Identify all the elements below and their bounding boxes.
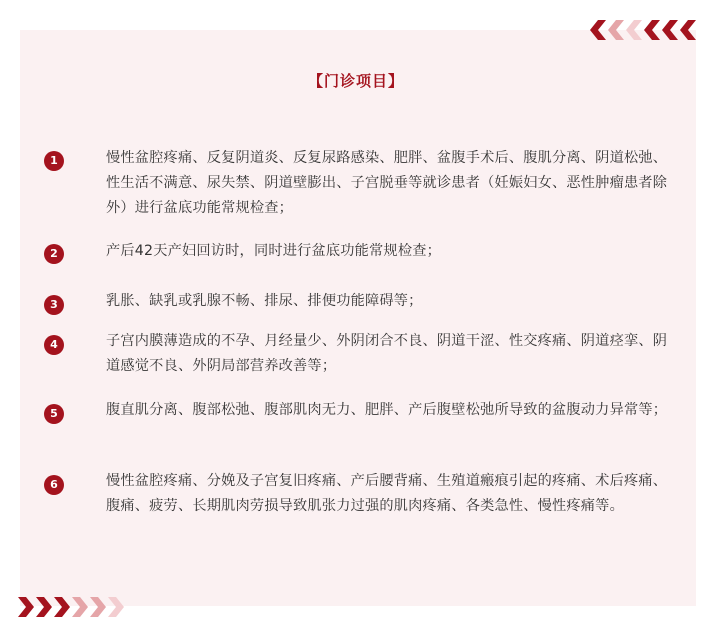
item-text: 子宫内膜薄造成的不孕、月经量少、外阴闭合不良、阴道干涩、性交疼痛、阴道痉挛、阴道感觉不良、外阴局部营养改善等； xyxy=(106,333,668,374)
content-card xyxy=(20,30,696,606)
item-number-badge: 2 xyxy=(44,244,64,264)
chevron-right-icon xyxy=(72,597,90,617)
chevron-right-icon xyxy=(18,597,36,617)
section-header xyxy=(0,70,712,92)
chevron-right-icon xyxy=(90,597,108,617)
item-number-badge: 3 xyxy=(44,295,64,315)
chevron-right-icon xyxy=(54,597,72,617)
chevron-right-icon xyxy=(108,597,126,617)
item-number-badge: 1 xyxy=(44,151,64,171)
item-text: 慢性盆腔疼痛、分娩及子宫复旧疼痛、产后腰背痛、生殖道瘢痕引起的疼痛、术后疼痛、腹痛、疲劳、长期肌肉劳损导致肌张力过强的肌肉疼痛、各类急性、慢性疼痛等。 xyxy=(106,473,668,514)
chevron-left-icon xyxy=(678,20,696,40)
chevron-left-icon xyxy=(642,20,660,40)
item-text: 腹直肌分离、腹部松弛、腹部肌肉无力、肥胖、产后腹壁松弛所导致的盆腹动力异常等； xyxy=(106,402,668,418)
item-number-badge: 4 xyxy=(44,335,64,355)
item-text: 慢性盆腔疼痛、反复阴道炎、反复尿路感染、肥胖、盆腹手术后、腹肌分离、阴道松弛、性生活不满意、尿失禁、阴道壁膨出、子宫脱垂等就诊患者（妊娠妇女、恶性肿瘤患者除外）进行盆底功能常规检查； xyxy=(106,150,668,216)
section-title: 【门诊项目】 xyxy=(302,70,410,92)
chevron-left-icon xyxy=(660,20,678,40)
chevron-right-icon xyxy=(36,597,54,617)
chevron-left-icon xyxy=(624,20,642,40)
chevron-left-icon xyxy=(606,20,624,40)
item-text: 产后42天产妇回访时，同时进行盆底功能常规检查； xyxy=(106,243,441,259)
item-number-badge: 5 xyxy=(44,404,64,424)
item-number-badge: 6 xyxy=(44,475,64,495)
chevron-decoration-bottom xyxy=(18,597,126,617)
chevron-decoration-top xyxy=(588,20,696,40)
chevron-left-icon xyxy=(588,20,606,40)
item-text: 乳胀、缺乳或乳腺不畅、排尿、排便功能障碍等； xyxy=(106,293,423,309)
